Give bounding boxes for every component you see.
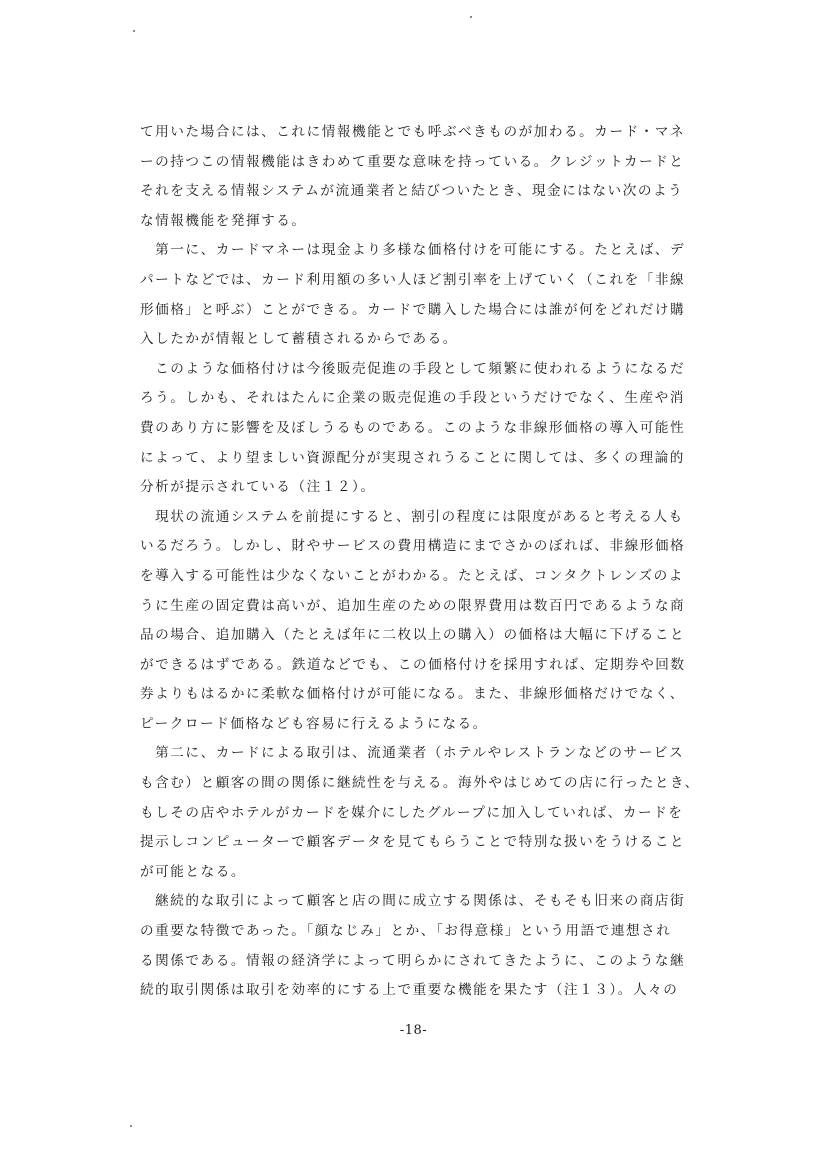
text-line: 第一に、カードマネーは現金より多様な価格付けを可能にする。たとえば、デ [140,242,686,259]
text-line: 分析が提示されている（注１２）。 [140,479,376,496]
page-number: -18- [399,1023,428,1038]
text-line: パートなどでは、カード利用額の多い人ほど割引率を上げていく（これを「非線 [140,271,686,288]
text-line: を導入する可能性は少なくないことがわかる。たとえば、コンタクトレンズのよ [140,567,684,584]
text-line: な情報機能を発揮する。 [140,212,307,229]
text-line: の重要な特徴であった。「顔なじみ」とか、「お得意様」という用語で連想され [140,923,672,940]
text-line: 提示しコンピューターで顧客データを見てもらうことで特別な扱いをうけること [140,834,686,851]
body-text [140,118,700,1006]
text-line: が可能となる。 [140,863,247,880]
text-line: によって、より望ましい資源配分が実現されうることに関しては、多くの理論的 [140,449,685,466]
text-line: 形価格」と呼ぶ）ことができる。カードで購入した場合には誰が何をどれだけ購 [140,301,686,318]
text-line: それを支える情報システムが流通業者と結びついたとき、現金にはない次のよう [140,183,684,200]
text-line: る関係である。情報の経済学によって明らかにされてきたように、このような継 [140,952,686,969]
text-line: 継続的な取引によって顧客と店の間に成立する関係は、そもそも旧来の商店街 [140,893,686,910]
text-line: ーの持つこの情報機能はきわめて重要な意味を持っている。クレジットカードと [140,153,685,170]
text-line: 続的取引関係は取引を効率的にする上で重要な機能を果たす（注１３）。人々の [140,982,679,999]
text-line: 品の場合、追加購入（たとえば年に二枚以上の購入）の価格は大幅に下げること [140,627,686,644]
text-line: 第二に、カードによる取引は、流通業者（ホテルやレストランなどのサービス [140,745,685,762]
text-line: いるだろう。しかし、財やサービスの費用構造にまでさかのぼれば、非線形価格 [140,538,686,555]
text-line: も含む）と顧客の間の関係に継続性を与える。海外やはじめての店に行ったとき、 [140,775,700,792]
scan-speck [130,1125,132,1127]
text-line: ろう。しかも、それはたんに企業の販売促進の手段というだけでなく、生産や消 [140,390,685,407]
text-line: 現状の流通システムを前提にすると、割引の程度には限度があると考える人も [140,508,684,525]
text-line: 費のあり方に影響を及ぼしうるものである。このような非線形価格の導入可能性 [140,419,686,436]
text-line: 入したかが情報として蓄積されるからである。 [140,331,458,348]
text-line: うに生産の固定費は高いが、追加生産のための限界費用は数百円であるような商 [140,597,686,614]
text-line: もしその店やホテルがカードを媒介にしたグループに加入していれば、カードを [140,804,684,821]
scan-speck [470,16,472,18]
text-line: このような価格付けは今後販売促進の手段として頻繁に使われるようになるだ [140,360,686,377]
text-line: ができるはずである。鉄道などでも、この価格付けを採用すれば、定期券や回数 [140,656,686,673]
text-line: 券よりもはるかに柔軟な価格付けが可能になる。また、非線形価格だけでなく、 [140,686,685,703]
scan-speck [133,30,135,32]
text-line: ピークロード価格なども容易に行えるようになる。 [140,715,488,732]
text-line: て用いた場合には、これに情報機能とでも呼ぶべきものが加わる。カード・マネ [140,124,686,140]
